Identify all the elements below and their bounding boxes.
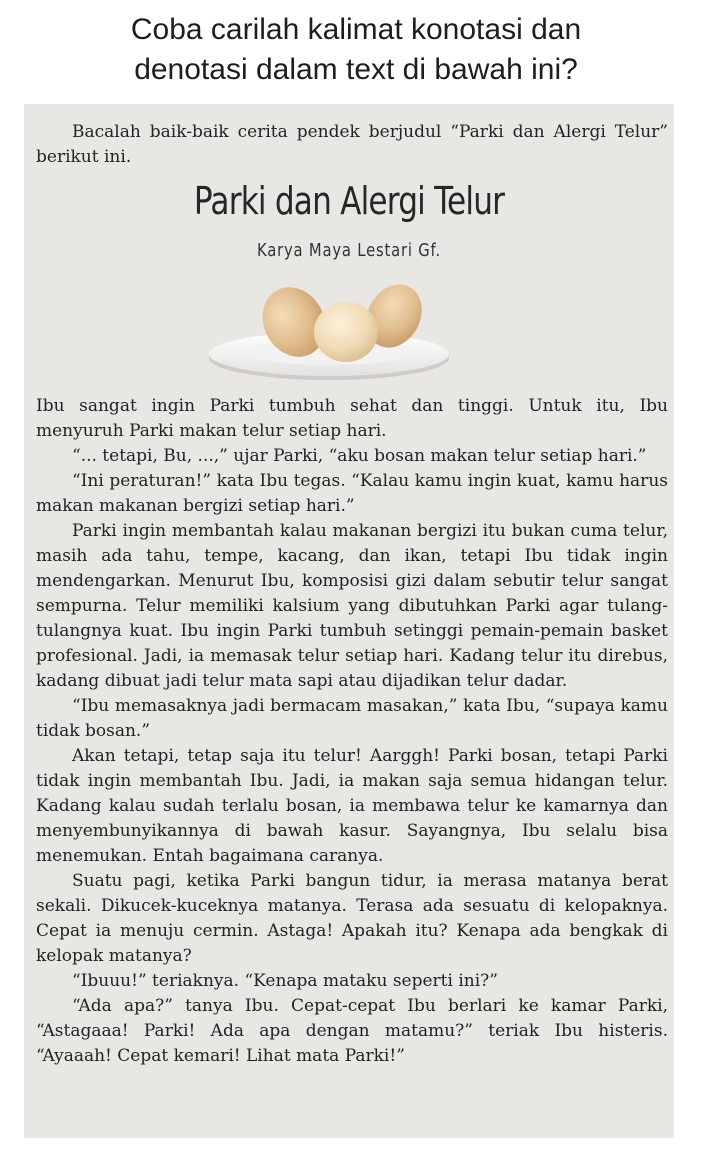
intro-text: Bacalah baik-baik cerita pendek berjudul “Parki dan Alergi Telur” berikut ini.	[36, 122, 668, 167]
story-paragraph: Parki ingin membantah kalau makanan bergizi itu bukan cuma telur, masih ada tahu, tempe, kacang, dan ikan, tetapi Ibu tidak ingin mendengarkan. Menurut Ibu, komposisi gizi dalam sebutir telur sangat sempurna. Telur memiliki kalsium yang dibutuhkan Parki agar tulang-tulangnya kuat. Ibu ingin Parki tumbuh setinggi pemain-pemain basket profesional. Jadi, ia memasak telur setiap hari. Kadang telur itu direbus, kadang dibuat jadi telur mata sapi atau dijadikan telur dadar.	[36, 521, 668, 691]
eggs-on-plate-icon	[204, 276, 454, 386]
egg-middle	[314, 302, 378, 362]
story-paragraph: “Ada apa?” tanya Ibu. Cepat-cepat Ibu berlari ke kamar Parki, “Astagaaa! Parki! Ada apa dengan matamu?” teriak Ibu histeris. “Ayaaah! Cepat kemari! Lihat mata Parki!”	[36, 996, 668, 1066]
story-paragraph: “Ibu memasaknya jadi bermacam masakan,” kata Ibu, “supaya kamu tidak bosan.”	[36, 696, 668, 741]
story-paragraph: Ibu sangat ingin Parki tumbuh sehat dan tinggi. Untuk itu, Ibu menyuruh Parki makan telur setiap hari.	[36, 396, 668, 441]
story-paragraph: “... tetapi, Bu, ...,” ujar Parki, “aku bosan makan telur setiap hari.”	[72, 446, 647, 466]
question-line-1: Coba carilah kalimat konotasi dan	[130, 13, 582, 46]
story-paragraph: “Ini peraturan!” kata Ibu tegas. “Kalau kamu ingin kuat, kamu harus makan makanan bergizi setiap hari.”	[36, 471, 668, 516]
story-author: Karya Maya Lestari Gf.	[257, 240, 441, 261]
story-paragraph: Suatu pagi, ketika Parki bangun tidur, ia merasa matanya berat sekali. Dikucek-kuceknya matanya. Terasa ada sesuatu di kelopaknya. Cepat ia menuju cermin. Astaga! Apakah itu? Kenapa ada bengkak di kelopak matanya?	[36, 871, 668, 966]
question-heading	[0, 10, 712, 90]
book-page	[24, 104, 674, 1138]
story-paragraph: Akan tetapi, tetap saja itu telur! Aarggh! Parki bosan, tetapi Parki tidak ingin membantah Ibu. Jadi, ia makan saja semua hidangan telur. Kadang kalau sudah terlalu bosan, ia membawa telur ke kamarnya dan menyembunyikannya di bawah kasur. Sayangnya, Ibu selalu bisa menemukan. Entah bagaimana caranya.	[36, 746, 668, 866]
story-paragraph: “Ibuuu!” teriaknya. “Kenapa mataku seperti ini?”	[72, 971, 498, 991]
question-line-2: denotasi dalam text di bawah ini?	[134, 53, 578, 86]
story-title: Parki dan Alergi Telur	[193, 179, 505, 223]
story-body	[36, 394, 668, 1069]
